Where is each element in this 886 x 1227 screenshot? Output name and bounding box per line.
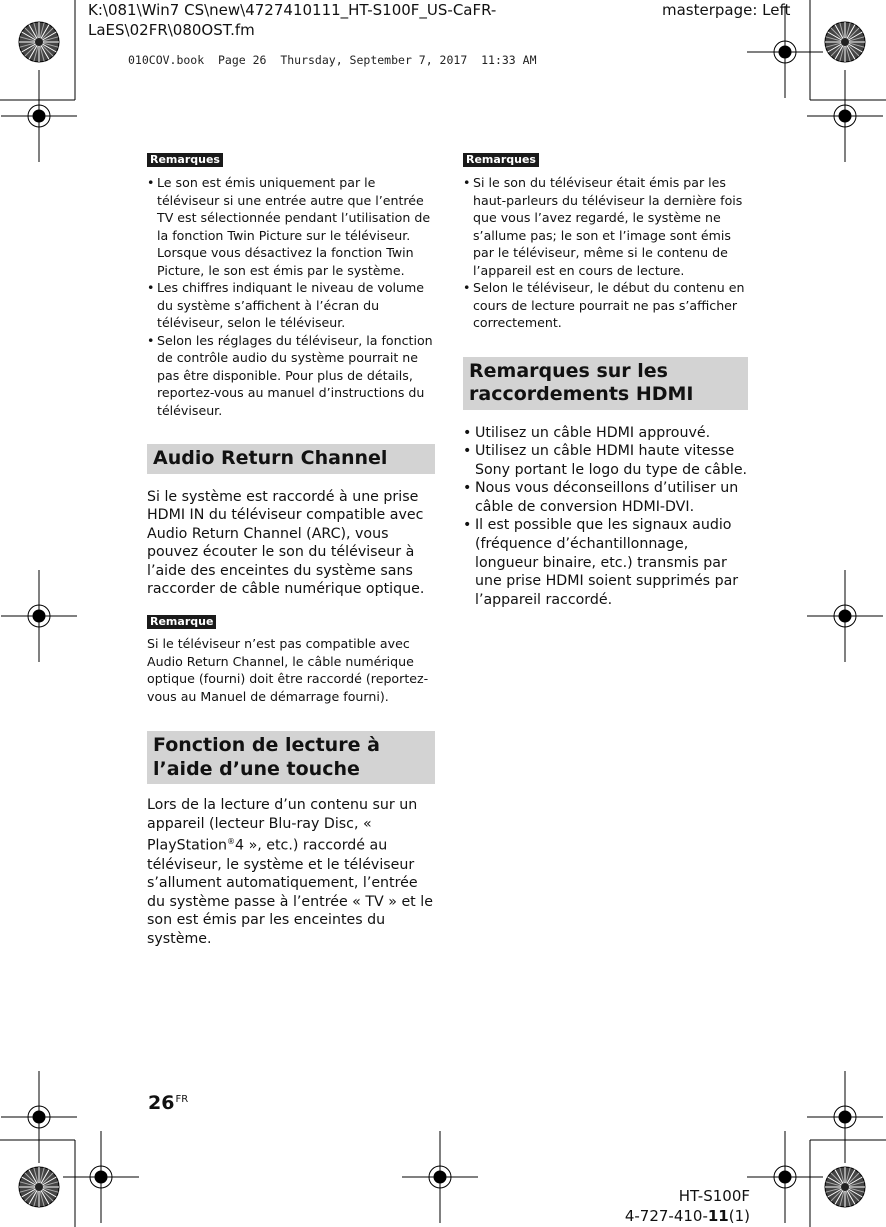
notes-tag: Remarques xyxy=(463,153,539,167)
note-item: • Le son est émis uniquement par le téléviseur si une entrée autre que l’entrée TV est sélectionnée pendant l’utilisation de la fonction Twin Picture sur le téléviseur. Lorsque vous désactivez la fonction Twin Picture, le son est émis par le système. xyxy=(147,174,435,279)
registration-mark xyxy=(807,1071,883,1163)
one-touch-play-body xyxy=(147,796,435,948)
otp-body-part1: Lors de la lecture d’un contenu sur un appareil (lecteur Blu-ray Disc, « PlayStation xyxy=(147,797,418,854)
notes-list xyxy=(463,174,753,332)
otp-body-part2: 4 », etc.) raccordé au téléviseur, le système et le téléviseur s’allument automatiquement, l’entrée du système passe à l’entrée « TV » et le son est émis par les enceintes du système. xyxy=(147,837,433,947)
footer-model: HT-S100F xyxy=(678,1187,750,1205)
section-title-one-touch-play: Fonction de lecture à l’aide d’une touche xyxy=(147,731,435,784)
note-item: • Les chiffres indiquant le niveau de volume du système s’affichent à l’écran du téléviseur, selon le téléviseur. xyxy=(147,279,435,332)
footer-code-bold: 11 xyxy=(707,1207,729,1225)
notes-tag: Remarques xyxy=(147,153,223,167)
footer-code-suffix: (1) xyxy=(728,1207,750,1225)
registration-mark xyxy=(63,1131,139,1223)
header-masterpage: masterpage: Left xyxy=(662,1,791,19)
footer xyxy=(625,1186,750,1226)
note-tag: Remarque xyxy=(147,615,216,629)
note-item: • Selon les réglages du téléviseur, la fonction de contrôle audio du système pourrait ne pas être disponible. Pour plus de détails, reportez-vous au manuel d’instructions du téléviseur. xyxy=(147,332,435,420)
header-file-path: K:\081\Win7 CS\new\4727410111_HT-S100F_US-CaFR-LaES\02FR\080OST.fm xyxy=(88,1,497,39)
registration-mark xyxy=(402,1131,478,1223)
hdmi-item: • Utilisez un câble HDMI approuvé. xyxy=(463,424,753,443)
header-book-line: 010COV.book Page 26 Thursday, September 7, 2017 11:33 AM xyxy=(128,53,537,67)
right-column xyxy=(463,148,753,609)
registration-mark xyxy=(1,70,77,162)
hdmi-item: • Il est possible que les signaux audio (fréquence d’échantillonnage, longueur binaire, etc.) transmis par une prise HDMI soient supprimés par l’appareil raccordé. xyxy=(463,516,753,609)
color-star-mark xyxy=(19,22,59,62)
registration-mark xyxy=(807,70,883,162)
hdmi-list xyxy=(463,424,753,610)
registration-mark xyxy=(1,1071,77,1163)
color-star-mark xyxy=(825,22,865,62)
page-number-value: 26 xyxy=(148,1092,175,1114)
color-star-mark xyxy=(19,1167,59,1207)
page-number xyxy=(148,1092,188,1114)
section-title-arc: Audio Return Channel xyxy=(147,444,435,474)
color-star-mark xyxy=(825,1167,865,1207)
arc-body: Si le système est raccordé à une prise HDMI IN du téléviseur compatible avec Audio Return Channel (ARC), vous pouvez écouter le son du téléviseur à l’aide des enceintes du système sans raccorder de câble numérique optique. xyxy=(147,488,425,598)
registered-mark: ® xyxy=(227,837,236,847)
notes-list xyxy=(147,174,435,419)
footer-code-prefix: 4-727-410- xyxy=(624,1207,708,1225)
registration-mark xyxy=(807,570,883,662)
note-item: • Si le son du téléviseur était émis par les haut-parleurs du téléviseur la dernière fois que vous l’avez regardé, le système ne s’allume pas; le son et l’image sont émis par le téléviseur, même si le contenu de l’appareil est en cours de lecture. xyxy=(463,174,753,279)
section-title-hdmi: Remarques sur les raccordements HDMI xyxy=(463,357,748,410)
hdmi-item: • Nous vous déconseillons d’utiliser un câble de conversion HDMI-DVI. xyxy=(463,479,753,516)
note-item: • Selon le téléviseur, le début du contenu en cours de lecture pourrait ne pas s’afficher correctement. xyxy=(463,279,753,332)
arc-note: Si le téléviseur n’est pas compatible avec Audio Return Channel, le câble numérique optique (fourni) doit être raccordé (reportez-vous au Manuel de démarrage fourni). xyxy=(147,636,429,704)
page-lang: FR xyxy=(175,1094,189,1105)
hdmi-item: • Utilisez un câble HDMI haute vitesse Sony portant le logo du type de câble. xyxy=(463,442,753,479)
left-column xyxy=(147,148,435,949)
registration-mark xyxy=(1,570,77,662)
footer-code xyxy=(625,1206,750,1226)
registration-mark xyxy=(747,1131,823,1223)
